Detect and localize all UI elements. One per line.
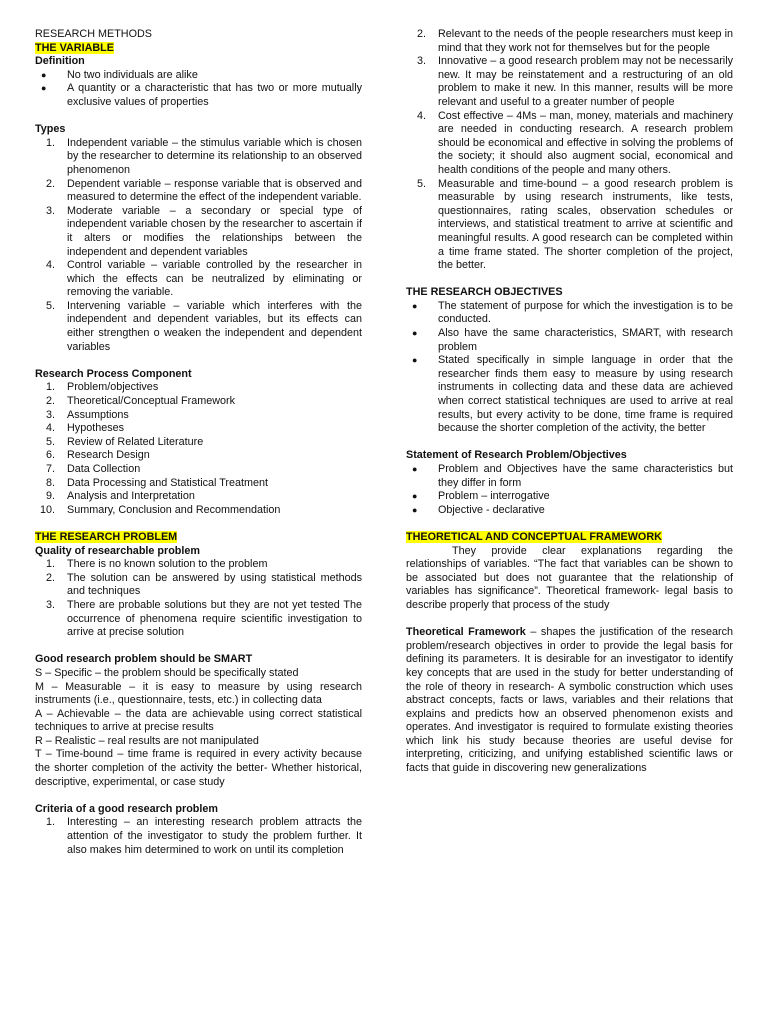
right-column	[406, 28, 733, 776]
list-item: ● Objective - declarative	[412, 503, 545, 516]
list-item: 5. Intervening variable – variable which interferes with the independent and dependent variables, but its effects can either strengthen o weaken the independent and dependent variables	[45, 299, 362, 353]
definition-heading: Definition	[35, 55, 85, 68]
list-item: 10. Summary, Conclusion and Recommendation	[39, 503, 281, 516]
theoretical-framework-term: Theoretical Framework	[406, 626, 526, 639]
process-list	[35, 381, 362, 517]
list-item: 3. Moderate variable – a secondary or special type of independent variable chosen by the researcher to ascertain if it alters or modifies the relationships between the independent and dependent variables	[45, 204, 362, 258]
list-item: ● The statement of purpose for which the investigation is to be conducted.	[412, 299, 733, 326]
variable-heading: THE VARIABLE	[35, 41, 114, 54]
statement-heading: Statement of Research Problem/Objectives	[406, 449, 627, 462]
list-item: ● Problem – interrogative	[412, 490, 550, 503]
list-item: 5. Review of Related Literature	[45, 435, 204, 448]
research-problem-heading: THE RESEARCH PROBLEM	[35, 530, 178, 543]
types-heading: Types	[35, 123, 66, 136]
statement-list	[406, 463, 733, 517]
document-title: RESEARCH METHODS	[35, 28, 152, 40]
list-item: 6. Research Design	[45, 449, 150, 462]
smart-line: A – Achievable – the data are achievable using correct statistical techniques to arrive at precise results	[35, 707, 362, 734]
list-item: 2. Dependent variable – response variable that is observed and measured to determine the effect of the independent variable.	[45, 177, 362, 204]
list-item: 2. Theoretical/Conceptual Framework	[45, 395, 236, 408]
objectives-heading: THE RESEARCH OBJECTIVES	[406, 286, 563, 299]
criteria-list-continued	[406, 28, 733, 273]
framework-heading: THEORETICAL AND CONCEPTUAL FRAMEWORK	[406, 530, 662, 543]
objectives-list	[406, 300, 733, 436]
criteria-heading: Criteria of a good research problem	[35, 802, 218, 815]
list-item: 2. Relevant to the needs of the people researchers must keep in mind that they work not for themselves but for the people	[416, 28, 733, 54]
list-item: 3. Assumptions	[45, 408, 129, 421]
list-item: 7. Data Collection	[45, 463, 141, 475]
criteria-list	[35, 816, 362, 857]
smart-line: S – Specific – the problem should be specifically stated	[35, 666, 299, 679]
smart-line: R – Realistic – real results are not manipulated	[35, 734, 259, 747]
list-item: 1. Problem/objectives	[45, 381, 159, 394]
list-item: 4. Cost effective – 4Ms – man, money, materials and machinery are needed in conducting research. A research problem should be economical and effective in solving the problems of the society; it should also augment social, economical and health conditions of the people and many others.	[416, 109, 733, 176]
list-item: 1. There is no known solution to the problem	[45, 558, 268, 571]
list-item: 1. Independent variable – the stimulus variable which is chosen by the researcher to determine its relationship to an observed phenomenon	[45, 136, 362, 176]
quality-heading: Quality of researchable problem	[35, 544, 201, 557]
list-item: ● Problem and Objectives have the same characteristics but they differ in form	[412, 463, 733, 489]
framework-paragraph: They provide clear explanations regarding the relationships of variables. “The fact that variables can be shown to be associated but does not guarantee that the relationship of variables has significance”. Theoretical framework- legal basis to describe properly that process of the study	[406, 544, 733, 611]
smart-heading: Good research problem should be SMART	[35, 653, 253, 666]
process-heading: Research Process Component	[35, 367, 192, 380]
list-item: 2. The solution can be answered by using statistical methods and techniques	[45, 571, 362, 598]
list-item: ● Also have the same characteristics, SMART, with research problem	[412, 327, 733, 353]
quality-list	[35, 558, 362, 640]
list-item: 5. Measurable and time-bound – a good research problem is measurable by using research instruments, like tests, questionnaires, rating scales, observation schedules or interviews, and statistical treatment to arrive at scientific and meaningful results. A good research can be completed within a time frame stated. The shorter completion of the project, the better.	[416, 177, 733, 272]
list-item: 3. There are probable solutions but they are not yet tested The occurrence of phenomena require scientific investigation to arrive at precise solution	[45, 598, 362, 639]
smart-line: T – Time-bound – time frame is required in every activity because the shorter completion of the activity the better- Whether historical, descriptive, experimental, or case study	[35, 748, 362, 788]
list-item: 4. Hypotheses	[45, 422, 125, 435]
types-list	[35, 137, 362, 355]
definition-list	[35, 69, 362, 110]
list-item: ● Stated specifically in simple language in order that the researcher finds them easy to measure by using research instruments in collecting data and these data are achieved when correct statistical techniques are used to arrive at real results, but every activity to be done, time frame is required because the shorter completion of the activity, the better	[412, 354, 733, 435]
list-item: 3. Innovative – a good research problem may not be necessarily new. It may be reinstatement and a restructuring of an old problem to make it new. In this manner, results will be more relevant and useful to a greater number of people	[416, 55, 733, 108]
smart-line: M – Measurable – it is easy to measure by using research instruments (i.e., questionnaire, tests, etc.) in collecting data	[35, 680, 362, 707]
left-column	[35, 28, 362, 857]
list-item: 9. Analysis and Interpretation	[45, 490, 195, 503]
list-item: 1. Interesting – an interesting research problem attracts the attention of the investigator to study the problem further. It also makes him determined to work on until its completion	[45, 816, 362, 856]
list-item: ● A quantity or a characteristic that has two or more mutually exclusive values of properties	[41, 82, 362, 108]
list-item: ● No two individuals are alike	[41, 68, 198, 81]
list-item: 8. Data Processing and Statistical Treatment	[45, 476, 269, 489]
list-item: 4. Control variable – variable controlled by the researcher in which the effects can be neutralized by eliminating or removing the variable.	[45, 259, 362, 299]
theoretical-framework-paragraph: Theoretical Framework – shapes the justification of the research problem/research objectives in order to provide the legal basis for defining its parameters. It is desirable for an investigator to identify key concepts that are used in the study for better understanding of the role of theory in research- A symbolic construction which uses abstract concepts, facts or laws, variables and their relations that explains and predicts how an observed phenomenon exists and operates. And investigator is required to formulate existing theories which link his study because theories are useful devise for interpreting, criticizing, and unifying established scientific laws or facts that guide in discovering new generalizations	[406, 626, 733, 775]
